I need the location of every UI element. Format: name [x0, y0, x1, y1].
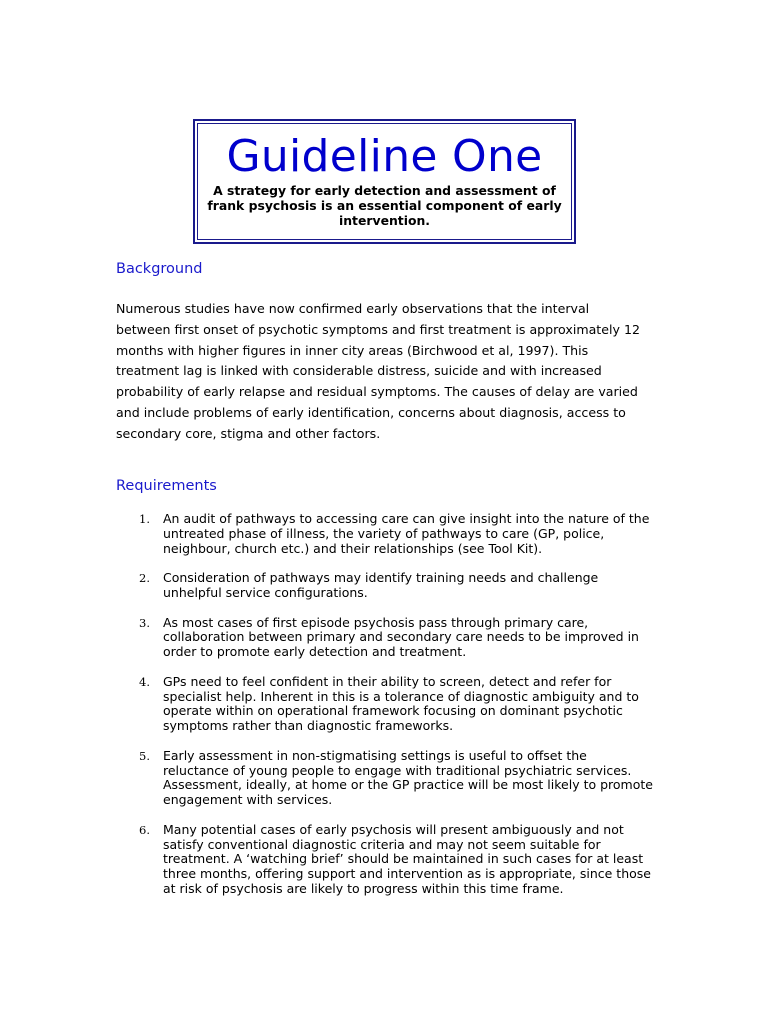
requirement-text: As most cases of first episode psychosis pass through primary care, collaboration between primary and secondary care needs to be improved in order to promote early detection and treatment. — [163, 614, 639, 660]
page-subtitle: A strategy for early detection and assessment of frank psychosis is an essential component of early intervention. — [207, 183, 562, 228]
requirement-item-3 — [116, 616, 656, 660]
requirement-text: Consideration of pathways may identify training needs and challenge unhelpful service configurations. — [163, 570, 599, 600]
requirement-number: 6. — [139, 822, 150, 837]
requirement-item-4 — [116, 675, 656, 734]
title-box-inner — [197, 123, 572, 240]
requirement-number: 1. — [139, 512, 150, 526]
background-heading: Background — [116, 261, 203, 277]
requirement-number: 4. — [139, 674, 150, 689]
requirement-number: 2. — [139, 571, 150, 586]
requirements-heading: Requirements — [116, 478, 217, 494]
requirement-item-2 — [116, 571, 656, 601]
requirement-text: Many potential cases of early psychosis will present ambiguously and not satisfy conventional diagnostic criteria and may not seem suitable for treatment. A ‘watching brief’ should be maintained in such cases for at least three months, offering support and intervention as is appropriate, since those at risk of psychosis are likely to progress within this time frame. — [163, 821, 651, 896]
requirement-text: GPs need to feel confident in their ability to screen, detect and refer for specialist help. Inherent in this is a tolerance of diagnostic ambiguity and to operate within on operational framework focusing on dominant psychotic symptoms rather than diagnostic frameworks. — [163, 673, 639, 734]
requirement-item-1 — [116, 512, 656, 556]
title-box — [193, 119, 576, 244]
requirements-list — [116, 512, 656, 912]
requirement-item-5 — [116, 749, 656, 808]
requirement-text: An audit of pathways to accessing care can give insight into the nature of the untreated phase of illness, the variety of pathways to care (GP, police, neighbour, church etc.) and their relationships (see Tool Kit). — [163, 511, 650, 556]
requirement-number: 5. — [139, 748, 150, 763]
background-paragraph: Numerous studies have now confirmed early observations that the interval between first onset of psychotic symptoms and first treatment is approximately 12 months with higher figures in inner city areas (Birchwood et al, 1997). This treatment lag is linked with considerable distress, suicide and with increased probability of early relapse and residual symptoms. The causes of delay are varied and include problems of early identification, concerns about diagnosis, access to secondary core, stigma and other factors. — [116, 301, 640, 441]
requirement-text: Early assessment in non-stigmatising settings is useful to offset the reluctance of young people to engage with traditional psychiatric services. Assessment, ideally, at home or the GP practice will be most likely to promote engagement with services. — [163, 747, 653, 808]
requirement-item-6 — [116, 823, 656, 897]
page-title: Guideline One — [226, 131, 543, 182]
requirement-number: 3. — [139, 615, 150, 630]
